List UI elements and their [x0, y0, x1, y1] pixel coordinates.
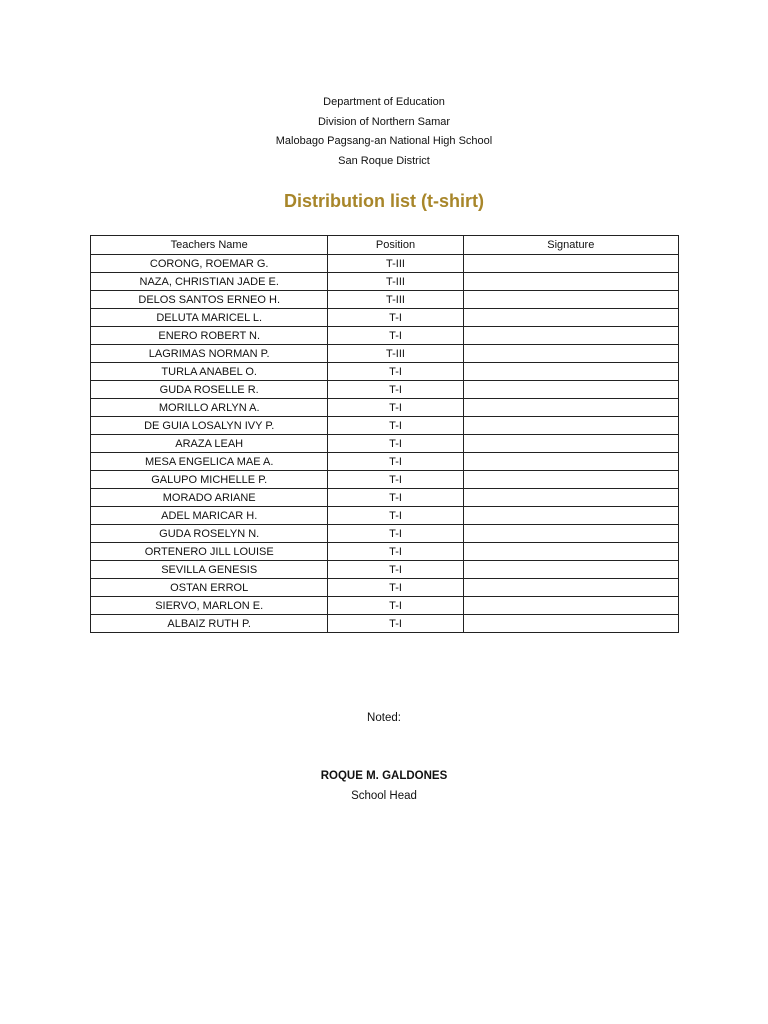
table-row [91, 597, 679, 615]
teacher-name-cell: ADEL MARICAR H. [91, 507, 328, 525]
table-row [91, 453, 679, 471]
position-cell: T-I [328, 363, 463, 381]
header-school: Malobago Pagsang-an National High School [275, 135, 493, 147]
signature-cell[interactable] [463, 381, 678, 399]
header-division: Division of Northern Samar [317, 115, 451, 128]
position-cell: T-I [328, 597, 463, 615]
signature-cell[interactable] [463, 255, 678, 273]
teacher-name-cell: ARAZA LEAH [91, 435, 328, 453]
signature-cell[interactable] [463, 597, 678, 615]
position-cell: T-III [328, 291, 463, 309]
position-cell: T-I [328, 525, 463, 543]
position-cell: T-I [328, 615, 463, 633]
table-row [91, 579, 679, 597]
position-cell: T-I [328, 471, 463, 489]
signature-cell[interactable] [463, 309, 678, 327]
teacher-name-cell: TURLA ANABEL O. [91, 363, 328, 381]
table-row [91, 345, 679, 363]
table-header-row [91, 236, 679, 255]
table-row [91, 327, 679, 345]
document-title: Distribution list (t-shirt) [284, 191, 484, 211]
signature-cell[interactable] [463, 507, 678, 525]
teacher-name-cell: MESA ENGELICA MAE A. [91, 453, 328, 471]
signature-cell[interactable] [463, 399, 678, 417]
signature-cell[interactable] [463, 525, 678, 543]
teacher-name-cell: ALBAIZ RUTH P. [91, 615, 328, 633]
position-cell: T-I [328, 561, 463, 579]
table-row [91, 471, 679, 489]
column-header-signature: Signature [463, 236, 678, 255]
distribution-table [90, 235, 679, 633]
position-cell: T-I [328, 327, 463, 345]
signature-cell[interactable] [463, 453, 678, 471]
table-row [91, 489, 679, 507]
table-row [91, 435, 679, 453]
column-header-position: Position [328, 236, 463, 255]
position-cell: T-I [328, 579, 463, 597]
teacher-name-cell: ENERO ROBERT N. [91, 327, 328, 345]
position-cell: T-I [328, 489, 463, 507]
table-row [91, 363, 679, 381]
teacher-name-cell: DELUTA MARICEL L. [91, 309, 328, 327]
signature-cell[interactable] [463, 543, 678, 561]
position-cell: T-III [328, 345, 463, 363]
header-district: San Roque District [338, 154, 430, 167]
signature-cell[interactable] [463, 345, 678, 363]
table-row [91, 273, 679, 291]
position-cell: T-I [328, 381, 463, 399]
table-row [91, 255, 679, 273]
teacher-name-cell: ORTENERO JILL LOUISE [91, 543, 328, 561]
position-cell: T-III [328, 255, 463, 273]
signature-cell[interactable] [463, 561, 678, 579]
table-row [91, 543, 679, 561]
table-row [91, 291, 679, 309]
table-row [91, 381, 679, 399]
signature-cell[interactable] [463, 417, 678, 435]
teacher-name-cell: CORONG, ROEMAR G. [91, 255, 328, 273]
teacher-name-cell: LAGRIMAS NORMAN P. [91, 345, 328, 363]
teacher-name-cell: SIERVO, MARLON E. [91, 597, 328, 615]
teacher-name-cell: DELOS SANTOS ERNEO H. [91, 291, 328, 309]
table-row [91, 615, 679, 633]
table-row [91, 507, 679, 525]
teacher-name-cell: GUDA ROSELLE R. [91, 381, 328, 399]
teacher-name-cell: MORADO ARIANE [91, 489, 328, 507]
position-cell: T-I [328, 435, 463, 453]
document-header [0, 93, 768, 171]
teacher-name-cell: MORILLO ARLYN A. [91, 399, 328, 417]
table-row [91, 399, 679, 417]
signature-cell[interactable] [463, 363, 678, 381]
signature-cell[interactable] [463, 471, 678, 489]
teacher-name-cell: GALUPO MICHELLE P. [91, 471, 328, 489]
position-cell: T-I [328, 309, 463, 327]
position-cell: T-I [328, 399, 463, 417]
signer-name: ROQUE M. GALDONES [320, 770, 448, 782]
position-cell: T-III [328, 273, 463, 291]
table-row [91, 309, 679, 327]
signature-cell[interactable] [463, 291, 678, 309]
position-cell: T-I [328, 507, 463, 525]
signature-cell[interactable] [463, 273, 678, 291]
teacher-name-cell: SEVILLA GENESIS [91, 561, 328, 579]
position-cell: T-I [328, 543, 463, 561]
table-row [91, 417, 679, 435]
signature-cell[interactable] [463, 579, 678, 597]
header-department: Department of Education [323, 96, 445, 108]
teacher-name-cell: OSTAN ERROL [91, 579, 328, 597]
column-header-name: Teachers Name [91, 236, 328, 255]
position-cell: T-I [328, 417, 463, 435]
table-row [91, 561, 679, 579]
position-cell: T-I [328, 453, 463, 471]
teacher-name-cell: DE GUIA LOSALYN IVY P. [91, 417, 328, 435]
teacher-name-cell: GUDA ROSELYN N. [91, 525, 328, 543]
signature-cell[interactable] [463, 489, 678, 507]
noted-label: Noted: [367, 712, 401, 724]
signature-cell[interactable] [463, 327, 678, 345]
table-body [91, 255, 679, 633]
signer-title: School Head [351, 790, 417, 802]
teacher-name-cell: NAZA, CHRISTIAN JADE E. [91, 273, 328, 291]
signature-cell[interactable] [463, 435, 678, 453]
signature-cell[interactable] [463, 615, 678, 633]
table-row [91, 525, 679, 543]
